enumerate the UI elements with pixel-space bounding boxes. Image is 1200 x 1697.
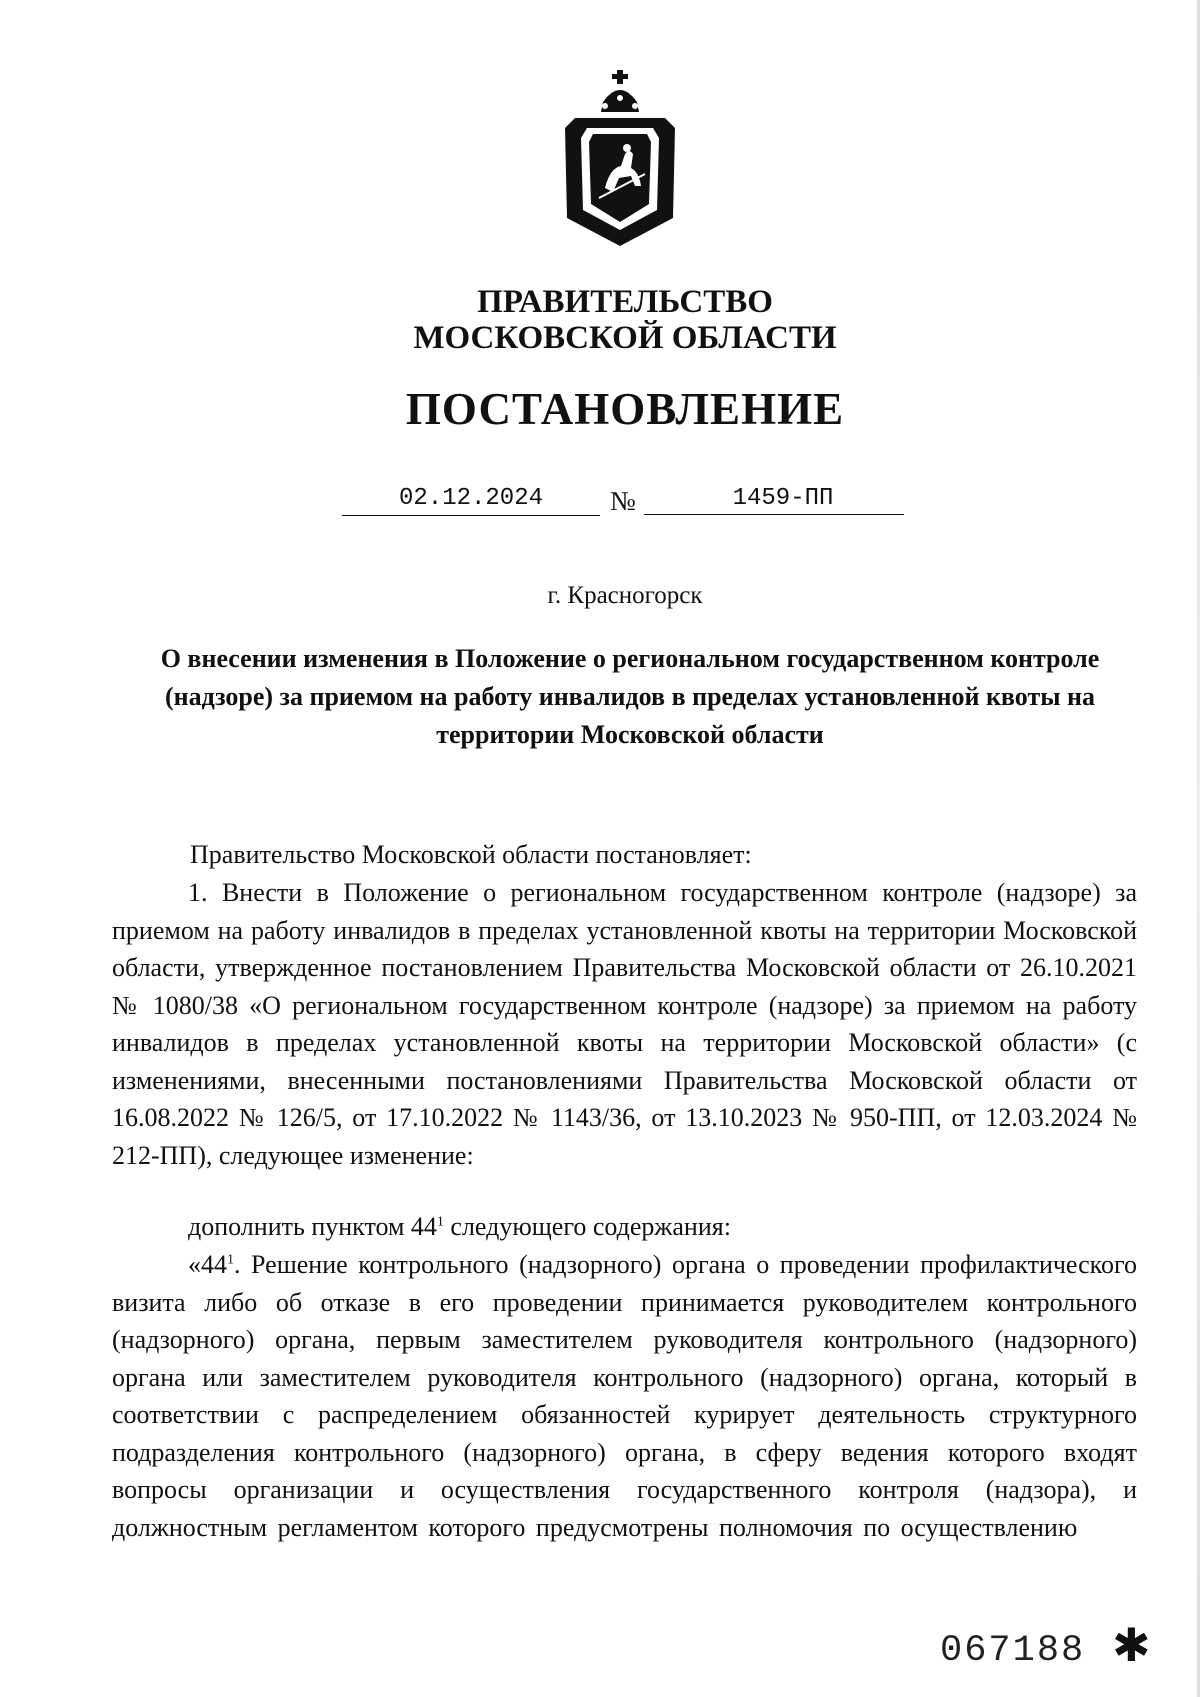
superscript: 1: [227, 1252, 234, 1268]
amendment-text: [112, 1246, 1137, 1546]
quote-open: «44: [188, 1250, 227, 1279]
document-number: 1459-ПП: [644, 485, 904, 515]
item-1-paragraph: 1. Внести в Положение о региональном государственном контроле (надзоре) за приемом на работу инвалидов в пределах установленной квоты на территории Московской области, утвержденное постановлением Правительства Московской области от 26.10.2021 № 1080/38 «О региональном государственном контроле (надзоре) за приемом на работу инвалидов в пределах установленной квоты на территории Московской области» (с изменениями, внесенными постановлениями Правительства Московской области от 16.08.2022 № 126/5, от 17.10.2022 № 1143/36, от 13.10.2023 № 950-ПП, от 12.03.2024 № 212-ПП), следующее изменение:: [112, 878, 1137, 1170]
intro-paragraph: Правительство Московской области постановляет:: [190, 840, 752, 869]
coat-of-arms-icon: [555, 68, 685, 248]
number-sign: №: [610, 486, 636, 516]
amendment-intro: [188, 1208, 1088, 1246]
place-of-issue: г. Красногорск: [547, 582, 703, 609]
superscript: 1: [436, 1214, 444, 1230]
asterisk-mark: ✱: [1112, 1618, 1151, 1672]
document-date: 02.12.2024: [342, 485, 600, 516]
document-type: ПОСТАНОВЛЕНИЕ: [405, 384, 845, 434]
amendment-intro-tail: следующего содержания:: [443, 1212, 731, 1241]
amendment-intro-text: дополнить пунктом 44: [188, 1212, 437, 1241]
serial-number: 067188: [940, 1630, 1086, 1672]
organization-name-line2: МОСКОВСКОЙ ОБЛАСТИ: [413, 320, 837, 356]
document-title: О внесении изменения в Положение о региональном государственном контроле (надзоре) за приемом на работу инвалидов в пределах установленной квоты на территории Московской области: [160, 644, 1100, 749]
organization-name-line1: ПРАВИТЕЛЬСТВО: [477, 284, 773, 320]
quote-text: . Решение контрольного (надзорного) органа о проведении профилактического визита либо об отказе в его проведении принимается руководителем контрольного (надзорного) органа, первым заместителем руководителя контрольного (надзорного) органа или заместителем руководителя контрольного (надзорного) органа, который в соответствии с распределением обязанностей курирует деятельность структурного подразделения контрольного (надзорного) органа, в сферу ведения которого входят вопросы организации и осуществления государственного контроля (надзора), и должностным регламентом которого предусмотрены полномочия по осуществлению: [112, 1250, 1137, 1542]
